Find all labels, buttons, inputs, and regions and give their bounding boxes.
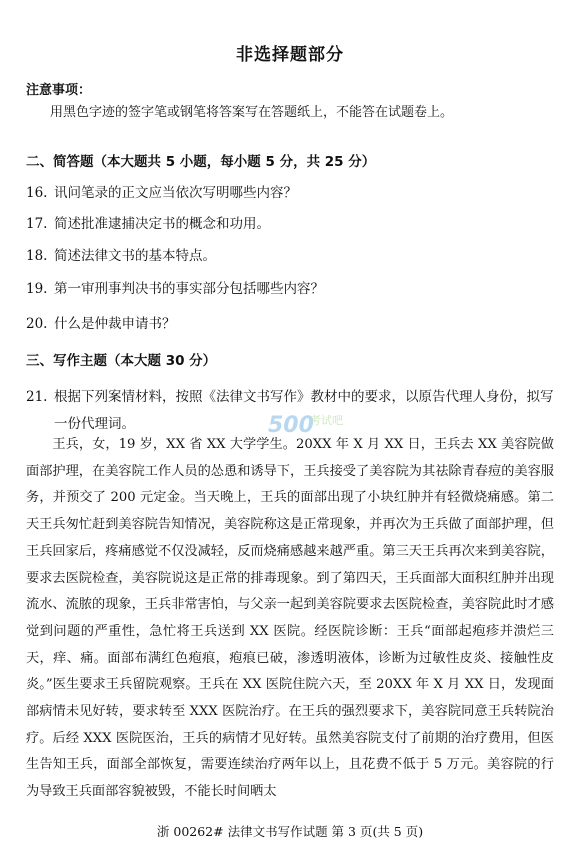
question-text: 简述法律文书的基本特点。 <box>54 248 216 264</box>
notice-body: 用黑色字迹的签字笔或钢笔将答案写在答题纸上，不能答在试题卷上。 <box>50 105 454 120</box>
case-material: 王兵，女，19 岁，XX 省 XX 大学学生。20XX 年 X 月 XX 日，王兵去 XX 美容院做面部护理，在美容院工作人员的怂恿和诱导下，王兵接受了美容院为其祛除青春痘的美容服务，并预交了 200 元定金。当天晚上，王兵的面部出现了小块红肿并有轻微烧痛感。第二天王兵匆忙赶到美容院告知情况，美容院称这是正常现象，并再次为王兵做了面部护理，但王兵回家后，疼痛感觉不仅没减轻，反而烧痛感越来越严重。第三天王兵再次来到美容院，要求去医院检查，美容院说这是正常的排毒现象。到了第四天，王兵面部大面积红肿并出现流水、流脓的现象，王兵非常害怕，与父亲一起到美容院要求去医院检查，美容院此时才感觉到问题的严重性，急忙将王兵送到 XX 医院。经医院诊断：王兵“面部起疱疹并溃烂三天，痒、痛。面部布满红色疱痕，疱痕已破，渗透明液体，诊断为过敏性皮炎、接触性皮炎。”医生要求王兵留院观察。王兵在 XX 医院住院六天，至 20XX 年 X 月 XX 日，发现面部病情未见好转，要求转至 XXX 医院治疗。在王兵的强烈要求下，美容院同意王兵转院治疗。后经 XXX 医院医治，王兵的病情才见好转。虽然美容院支付了前期的治疗费用，但医生告知王兵，面部全部恢复，需要连续治疗两年以上，且花费不低于 5 万元。美容院的行为导致王兵面部容貌被毁，不能长时间晒太 <box>26 437 554 800</box>
question-text: 根据下列案情材料，按照《法律文书写作》教材中的要求，以原告代理人身份，拟写一份代理词。 <box>54 389 554 432</box>
section-2-heading: 二、简答题（本大题共 5 小题，每小题 5 分，共 25 分） <box>26 154 376 170</box>
question-number: 17. <box>26 216 48 232</box>
question-text: 讯问笔录的正文应当依次写明哪些内容？ <box>54 185 297 201</box>
question-number: 21. <box>26 389 48 405</box>
section-3-heading: 三、写作主题（本大题 30 分） <box>26 353 217 369</box>
watermark-digits: 500 <box>268 413 314 438</box>
question-17 <box>26 212 270 232</box>
watermark-brand: 考试吧 <box>310 414 343 427</box>
page-footer: 浙 00262# 法律文书写作试题 第 3 页(共 5 页) <box>156 824 424 839</box>
question-20 <box>26 312 176 332</box>
notice-heading: 注意事项： <box>26 83 92 98</box>
question-18 <box>26 244 216 264</box>
question-16 <box>26 181 297 201</box>
page-title: 非选择题部分 <box>236 45 344 65</box>
question-19 <box>26 277 324 297</box>
question-number: 20. <box>26 316 48 332</box>
question-text: 第一审刑事判决书的事实部分包括哪些内容？ <box>54 281 324 297</box>
question-number: 18. <box>26 248 48 264</box>
question-text: 简述批准逮捕决定书的概念和功用。 <box>54 216 270 232</box>
question-number: 19. <box>26 281 48 297</box>
question-text: 什么是仲裁申请书？ <box>54 316 176 332</box>
question-number: 16. <box>26 185 48 201</box>
